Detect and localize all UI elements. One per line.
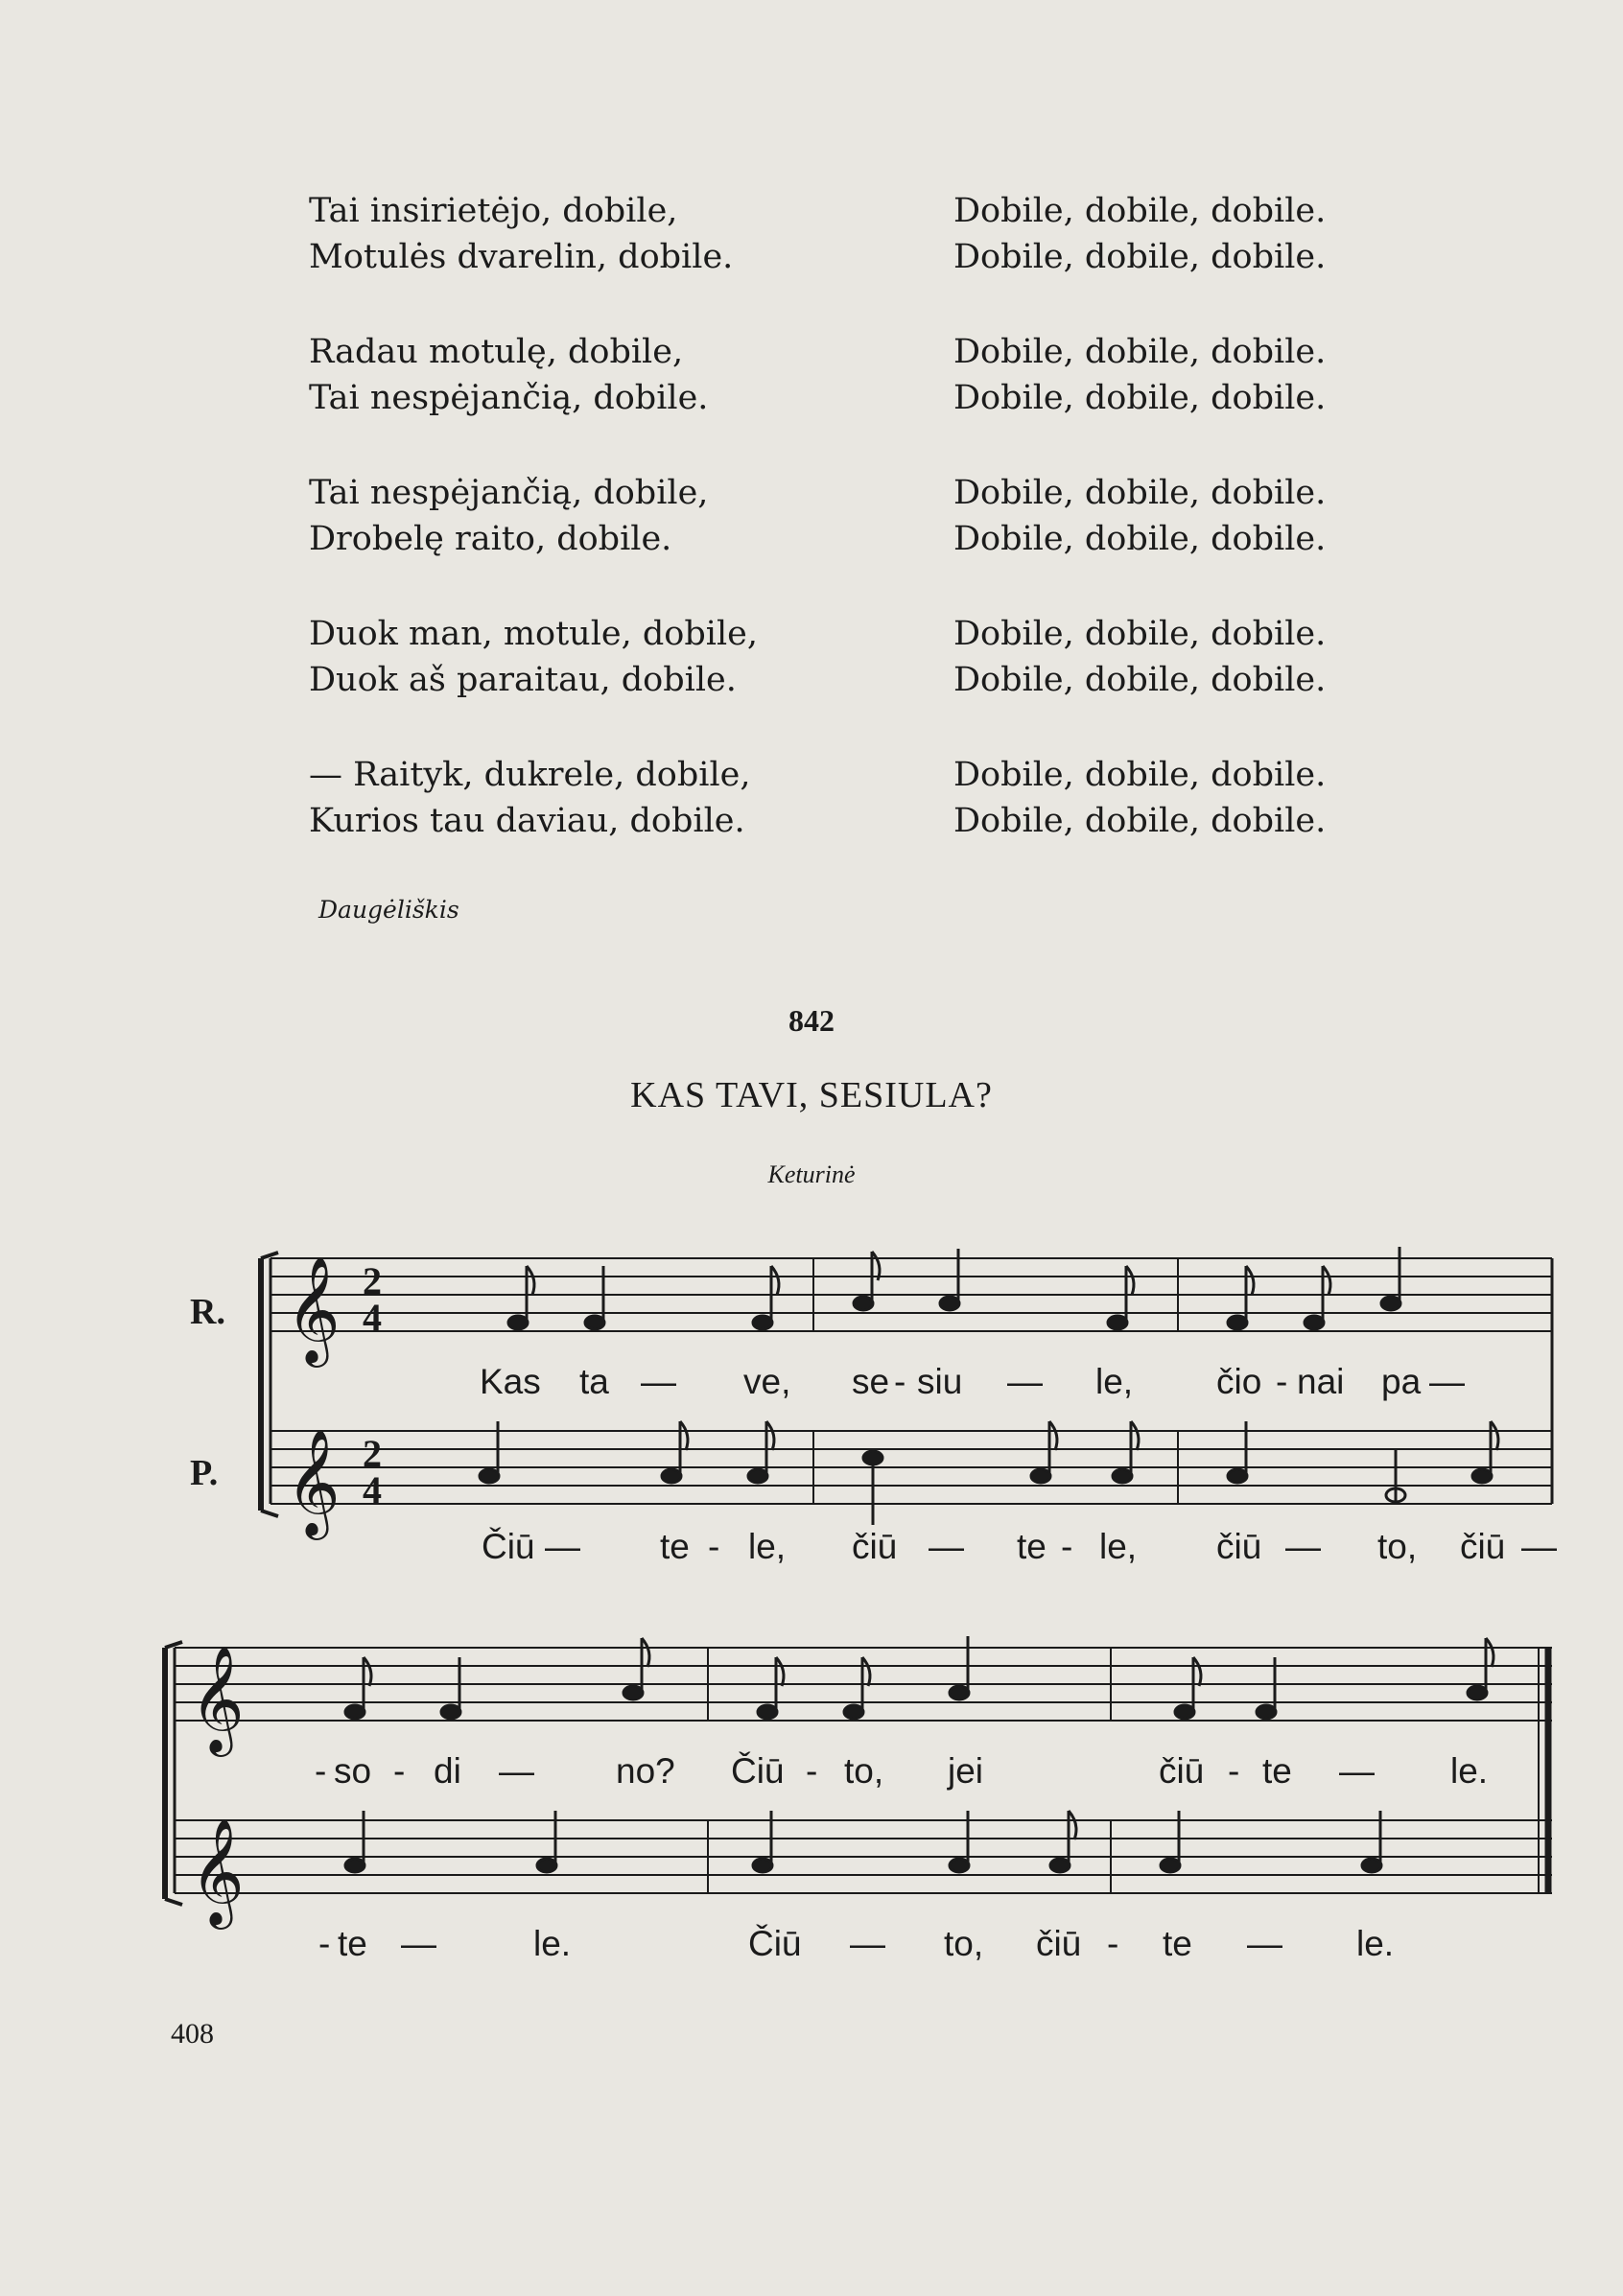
staff-system2-bottom [175,1820,1552,1893]
lyric-syllable: — [1521,1527,1557,1566]
refrain-line: Dobile, dobile, dobile. [953,474,1327,512]
lyric-syllable: - [806,1751,818,1791]
lyric-syllable: jei [948,1751,984,1791]
treble-clef-icon: 𝄞 [286,1428,341,1535]
verse-line: Duok man, motule, dobile, [309,615,758,653]
refrain-line: Dobile, dobile, dobile. [953,379,1327,417]
page-number: 408 [171,2018,214,2050]
lyric-syllable: te [1017,1527,1047,1566]
staff-system1-top [270,1258,1552,1331]
lyric-syllable: le, [748,1527,787,1566]
voice-label-bottom: P. [190,1453,219,1493]
lyric-syllable: le, [1099,1527,1138,1566]
lyric-syllable: to, [1377,1527,1418,1566]
lyric-syllable: nai [1297,1362,1345,1401]
lyric-syllable: - [1107,1924,1119,1963]
lyric-syllable: — [850,1924,885,1963]
verse-line: Drobelę raito, dobile. [309,520,672,558]
lyric-syllable: čiū [1036,1924,1082,1963]
lyric-syllable: čio [1216,1362,1262,1401]
song-title: KAS TAVI, SESIULA? [630,1075,993,1115]
lyric-syllable: Čiū [748,1924,802,1963]
lyric-syllable: - [708,1527,720,1566]
lyric-syllable: — [641,1362,676,1401]
lyric-syllable: le. [1450,1751,1489,1791]
lyric-syllable: siu [917,1362,963,1401]
verse-line: — Raityk, dukrele, dobile, [309,756,751,794]
lyric-syllable: - [1061,1527,1073,1566]
lyric-syllable: — [545,1527,580,1566]
verse-line: Tai nespėjančią, dobile. [309,379,709,417]
lyric-syllable: - [393,1751,406,1791]
verse-line: Tai insirietėjo, dobile, [309,192,678,230]
lyric-syllable: ve, [743,1362,791,1401]
lyric-syllable: — [929,1527,964,1566]
lyric-syllable: čiū [1159,1751,1205,1791]
treble-clef-icon: 𝄞 [190,1817,245,1925]
region-label: Daugėliškis [318,896,459,924]
lyric-syllable: — [1007,1362,1043,1401]
lyric-syllable: — [1247,1924,1282,1963]
lyric-syllable: le. [1356,1924,1395,1963]
time-signature-denominator: 4 [363,1468,382,1511]
lyric-syllable: čiū [1216,1527,1262,1566]
refrain-line: Dobile, dobile, dobile. [953,333,1327,371]
time-signature-numerator: 2 [363,1432,382,1475]
lyric-syllable: čiū [1460,1527,1506,1566]
verse-line: Radau motulę, dobile, [309,333,684,371]
lyric-syllable: — [1429,1362,1465,1401]
refrain-line: Dobile, dobile, dobile. [953,238,1327,276]
lyric-syllable: se [852,1362,890,1401]
verse-line: Duok aš paraitau, dobile. [309,661,737,699]
refrain-line: Dobile, dobile, dobile. [953,192,1327,230]
lyric-syllable: - [894,1362,906,1401]
lyric-syllable: - [318,1924,331,1963]
lyric-syllable: di [434,1751,461,1791]
notes-system1-bottom [480,1421,1498,1525]
refrain-line: Dobile, dobile, dobile. [953,615,1327,653]
lyric-syllable: le, [1095,1362,1134,1401]
verse-line: Kurios tau daviau, dobile. [309,802,745,840]
lyric-syllable: le. [533,1924,572,1963]
lyric-syllable: Čiū [731,1751,785,1791]
treble-clef-icon: 𝄞 [190,1645,245,1752]
lyric-syllable: te [1262,1751,1292,1791]
song-type: Keturinė [767,1160,856,1188]
lyric-syllable: - [1228,1751,1240,1791]
voice-label-top: R. [190,1292,225,1332]
refrain-line: Dobile, dobile, dobile. [953,802,1327,840]
song-number: 842 [788,1003,835,1038]
lyric-syllable: to, [944,1924,984,1963]
lyric-syllable: — [499,1751,534,1791]
lyric-syllable: čiū [852,1527,898,1566]
time-signature-numerator: 2 [363,1259,382,1302]
staff-system1-bottom [270,1431,1552,1504]
lyric-syllable: - [315,1751,327,1791]
lyric-syllable: — [1339,1751,1375,1791]
treble-clef-icon: 𝄞 [286,1255,341,1363]
lyric-syllable: so [334,1751,372,1791]
lyric-syllable: - [1276,1362,1288,1401]
lyric-syllable: te [338,1924,367,1963]
time-signature-denominator: 4 [363,1296,382,1339]
lyric-syllable: — [1285,1527,1321,1566]
verse-line: Tai nespėjančią, dobile, [309,474,709,512]
refrain-line: Dobile, dobile, dobile. [953,661,1327,699]
lyric-syllable: Čiū [482,1527,535,1566]
verse-line: Motulės dvarelin, dobile. [309,238,734,276]
refrain-line: Dobile, dobile, dobile. [953,520,1327,558]
lyric-syllable: — [401,1924,436,1963]
lyric-syllable: to, [844,1751,884,1791]
lyric-syllable: te [660,1527,690,1566]
lyric-syllable: Kas [480,1362,541,1401]
lyric-syllable: pa [1381,1362,1422,1401]
refrain-line: Dobile, dobile, dobile. [953,756,1327,794]
lyric-syllable: no? [616,1751,675,1791]
lyric-syllable: ta [579,1362,609,1401]
lyric-syllable: te [1163,1924,1192,1963]
